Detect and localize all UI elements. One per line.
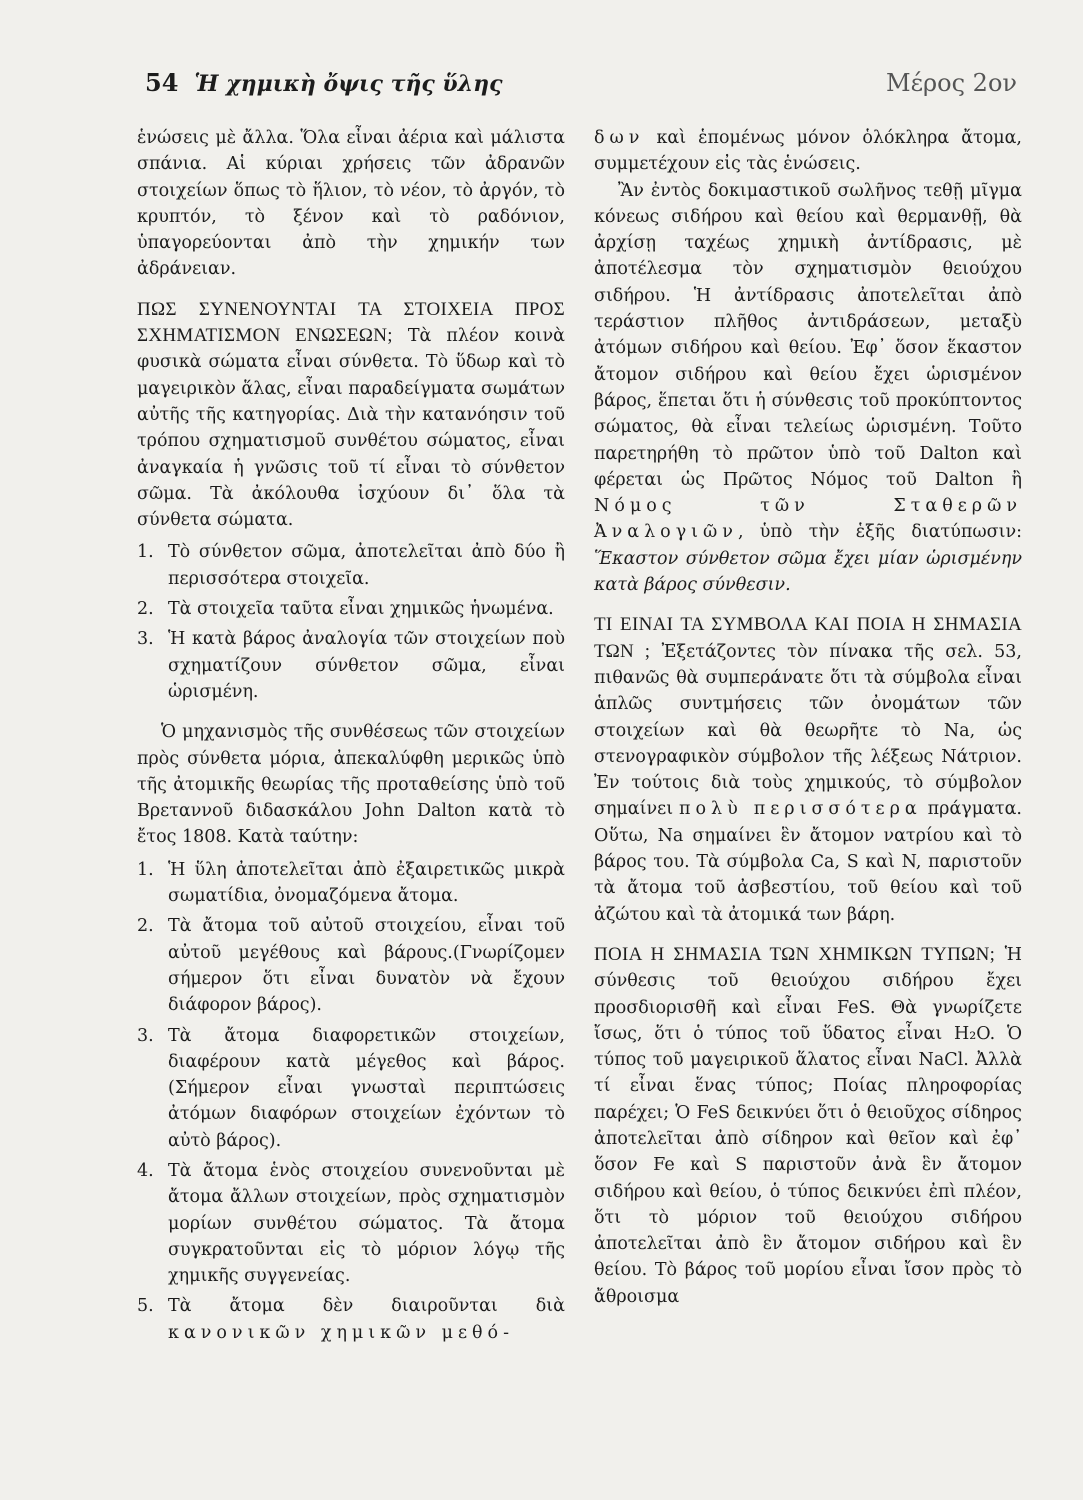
mechanism-paragraph: Ὁ μηχανισμὸς τῆς συνθέσεως τῶν στοιχείων πρὸς σύνθετα μόρια, ἀπεκαλύφθη μερικῶς ὑπὸ τῆς ἀτομικῆς θεωρίας τῆς προταθείσης ὑπὸ τοῦ Βρεταννοῦ διδασκάλου John Dalton κατὰ τὸ ἔτος 1808. Κατὰ ταύτην: bbox=[137, 722, 565, 848]
list-number: 1. bbox=[137, 859, 154, 880]
section-paragraph-formulas bbox=[594, 942, 1022, 1310]
law-name: Νόμος τῶν Σταθερῶν Ἀναλογιῶν bbox=[594, 496, 1022, 543]
section-heading-symbols: ΤΙ ΕΙΝΑΙ ΤΑ ΣΥΜΒΟΛΑ ΚΑΙ ΠΟΙΑ Η ΣΗΜΑΣΙΑ ΤΩΝ ; bbox=[594, 614, 1022, 662]
list-number: 2. bbox=[137, 916, 154, 937]
list-text: Τὰ ἄτομα τοῦ αὐτοῦ στοιχείου, εἶναι τοῦ αὐτοῦ μεγέθους καὶ βάρους.(Γνωρίζομεν σήμερον ὅτι εἶναι δυνατὸν νὰ ἔχουν διάφορον βάρος). bbox=[168, 916, 565, 1016]
atomic-theory-list bbox=[137, 857, 565, 1346]
list-number: 4. bbox=[137, 1160, 154, 1181]
list-text: Τὰ ἄτομα δὲν διαιροῦνται διὰ bbox=[168, 1296, 565, 1317]
list-item bbox=[137, 857, 565, 910]
list-text: Ἡ ὕλη ἀποτελεῖται ἀπὸ ἐξαιρετικῶς μικρὰ σωματίδια, ὀνομαζόμενα ἄτομα. bbox=[168, 859, 565, 907]
list-number: 3. bbox=[137, 629, 154, 650]
list-item bbox=[137, 1293, 565, 1346]
dalton-paragraph bbox=[594, 178, 1022, 599]
section-paragraph-symbols bbox=[594, 612, 1022, 928]
part-label: Μέρος 2ον bbox=[886, 69, 1017, 97]
section-heading-formation: ΠΩΣ ΣΥΝΕΝΟΥΝΤΑΙ ΤΑ ΣΤΟΙΧΕΙΑ ΠΡΟΣ ΣΧΗΜΑΤΙΣΜΟΝ ΕΝΩΣΕΩΝ; bbox=[137, 298, 565, 347]
list-text: Τὸ σύνθετον σῶμα, ἀποτελεῖται ἀπὸ δύο ἢ περισσότερα στοιχεῖα. bbox=[168, 542, 565, 589]
law-intro: , ὑπὸ τὴν ἑξῆς διατύπωσιν: bbox=[737, 522, 1022, 543]
list-text: Ἡ κατὰ βάρος ἀναλογία τῶν στοιχείων ποὺ σχηματίζουν σύνθετον σῶμα, εἶναι ὡρισμένη. bbox=[168, 629, 565, 702]
list-text: Τὰ ἄτομα ἑνὸς στοιχείου συνενοῦνται μὲ ἄτομα ἄλλων στοιχείων, πρὸς σχηματισμὸν μορίων συνθέτου σώματος. Τὰ ἄτομα συγκρατοῦνται εἰς τὸ μόριον λόγῳ τῆς χημικῆς συγγενείας. bbox=[168, 1160, 565, 1287]
list-number: 5. bbox=[137, 1296, 154, 1317]
spaced-emphasis: πολὺ περισσότερα bbox=[679, 799, 922, 820]
list-item bbox=[137, 913, 565, 1018]
section-paragraph-formation bbox=[137, 297, 565, 534]
dalton-text: Ἂν ἐντὸς δοκιμαστικοῦ σωλῆνος τεθῇ μῖγμα κόνεως σιδήρου καὶ θείου καὶ θερμανθῇ, θὰ ἀρχίσῃ ταχέως χημικὴ ἀντίδρασις, μὲ ἀποτέλεσμα τὸν σχηματισμὸν θειούχου σιδήρου. Ἡ ἀντίδρασις ἀποτελεῖται ἀπὸ τεράστιον πλῆθος ἀντιδράσεων, μεταξὺ ἀτόμων σιδήρου καὶ θείου. Ἐφ᾽ ὅσον ἕκαστον ἄτομον σιδήρου καὶ θείου ἔχει ὡρισμένον βάρος, ἕπεται ὅτι ἡ σύνθεσις τοῦ προκύπτοντος σώματος, θὰ εἶναι τελείως ὡρισμένη. Τοῦτο παρετηρήθη τὸ πρῶτον ὑπὸ τοῦ Dalton καὶ φέρεται ὡς Πρῶτος Νόμος τοῦ Dalton ἢ bbox=[594, 180, 1022, 490]
list-number: 2. bbox=[137, 599, 154, 620]
compound-properties-list bbox=[137, 539, 565, 705]
continuation-paragraph bbox=[594, 125, 1022, 178]
spaced-emphasis: δων bbox=[594, 128, 645, 148]
page-header bbox=[145, 68, 1017, 108]
section-text-symbols: Ἐξετάζοντες τὸν πίνακα τῆς σελ. 53, πιθανῶς θὰ συμπεράνατε ὅτι τὰ σύμβολα εἶναι ἁπλῶς συντμήσεις τῶν ὀνομάτων τῶν στοιχείων καὶ θὰ θεωρῆτε τὸ Na, ὡς στενογραφικὸν σύμβολον τῆς λέξεως Νάτριον. Ἐν τούτοις διὰ τοὺς χημικούς, τὸ σύμβολον σημαίνει bbox=[594, 641, 1022, 820]
list-text: Τὰ στοιχεῖα ταῦτα εἶναι χημικῶς ἡνωμένα. bbox=[168, 599, 554, 620]
spaced-emphasis: κανονικῶν χημικῶν μεθό- bbox=[168, 1322, 514, 1343]
section-text-symbols-end: πράγματα. Οὕτω, Na σημαίνει ἓν ἄτομον νατρίου καὶ τὸ βάρος του. Τὰ σύμβολα Ca, S καὶ N, παριστοῦν τὰ ἄτομα τοῦ ἀσβεστίου, τοῦ θείου καὶ τοῦ ἀζώτου καὶ τὰ ἀτομικά των βάρη. bbox=[594, 799, 1022, 925]
list-number: 3. bbox=[137, 1025, 154, 1046]
running-title: Ἡ χημικὴ ὄψις τῆς ὕλης bbox=[194, 71, 503, 97]
list-item bbox=[137, 1023, 565, 1154]
list-item bbox=[137, 596, 565, 622]
law-statement: Ἕκαστον σύνθετον σῶμα ἔχει μίαν ὡρισμένην κατὰ βάρος σύνθεσιν. bbox=[594, 548, 1022, 596]
left-column bbox=[137, 125, 565, 1352]
list-item bbox=[137, 626, 565, 705]
continuation-text: καὶ ἑπομένως μόνον ὁλόκληρα ἄτομα, συμμετέχουν εἰς τὰς ἑνώσεις. bbox=[594, 128, 1022, 175]
list-number: 1. bbox=[137, 542, 154, 563]
section-text-formulas: Ἡ σύνθεσις τοῦ θειούχου σιδήρου ἔχει προσδιορισθῆ καὶ εἶναι FeS. Θὰ γνωρίζετε ἴσως, ὅτι ὁ τύπος τοῦ ὕδατος εἶναι H₂O. Ὁ τύπος τοῦ μαγειρικοῦ ἅλατος εἶναι NaCl. Ἀλλὰ τί εἶναι ἕνας τύπος; Ποίας πληροφορίας παρέχει; Ὁ FeS δεικνύει ὅτι ὁ θειοῦχος σίδηρος ἀποτελεῖται ἀπὸ σίδηρον καὶ θεῖον καὶ ἐφ᾽ ὅσον Fe καὶ S παριστοῦν ἀνὰ ἓν ἄτομον σιδήρου καὶ θείου, ὁ τύπος δεικνύει ἐπὶ πλέον, ὅτι τὸ μόριον τοῦ θειούχου σιδήρου ἀποτελεῖται ἀπὸ ἓν ἄτομον σιδήρου καὶ ἓν θείου. Τὸ βάρος τοῦ μορίου εἶναι ἴσον πρὸς τὸ ἄθροισμα bbox=[594, 944, 1022, 1307]
section-heading-formulas: ΠΟΙΑ Η ΣΗΜΑΣΙΑ ΤΩΝ ΧΗΜΙΚΩΝ ΤΥΠΩΝ; bbox=[594, 943, 996, 965]
section-text-formation: Τὰ πλέον κοινὰ φυσικὰ σώματα εἶναι σύνθετα. Τὸ ὕδωρ καὶ τὸ μαγειρικὸν ἅλας, εἶναι παραδείγματα σωμάτων αὐτῆς τῆς κατηγορίας. Διὰ τὴν κατανόησιν τοῦ τρόπου σχηματισμοῦ συνθέτου σώματος, εἶναι ἀναγκαία ἡ γνῶσις τοῦ τί εἶναι τὸ σύνθετον σῶμα. Τὰ ἀκόλουθα ἰσχύουν δι᾽ ὅλα τὰ σύνθετα σώματα. bbox=[137, 326, 565, 531]
list-item bbox=[137, 1158, 565, 1289]
intro-paragraph: ἑνώσεις μὲ ἄλλα. Ὅλα εἶναι ἀέρια καὶ μάλιστα σπάνια. Αἱ κύριαι χρήσεις τῶν ἀδρανῶν στοιχείων ὅπως τὸ ἥλιον, τὸ νέον, τὸ ἀργόν, τὸ κρυπτόν, τὸ ξένον καὶ τὸ ραδόνιον, ὑπαγορεύονται ἀπὸ τὴν χημικήν των ἀδράνειαν. bbox=[137, 128, 565, 280]
right-column bbox=[594, 125, 1022, 1310]
page-number: 54 bbox=[145, 68, 179, 97]
list-item bbox=[137, 539, 565, 592]
list-text: Τὰ ἄτομα διαφορετικῶν στοιχείων, διαφέρουν κατὰ μέγεθος καὶ βάρος. (Σήμερον εἶναι γνωσταὶ περιπτώσεις ἀτόμων διαφόρων στοιχείων ἐχόντων τὸ αὐτὸ βάρος). bbox=[168, 1025, 565, 1151]
